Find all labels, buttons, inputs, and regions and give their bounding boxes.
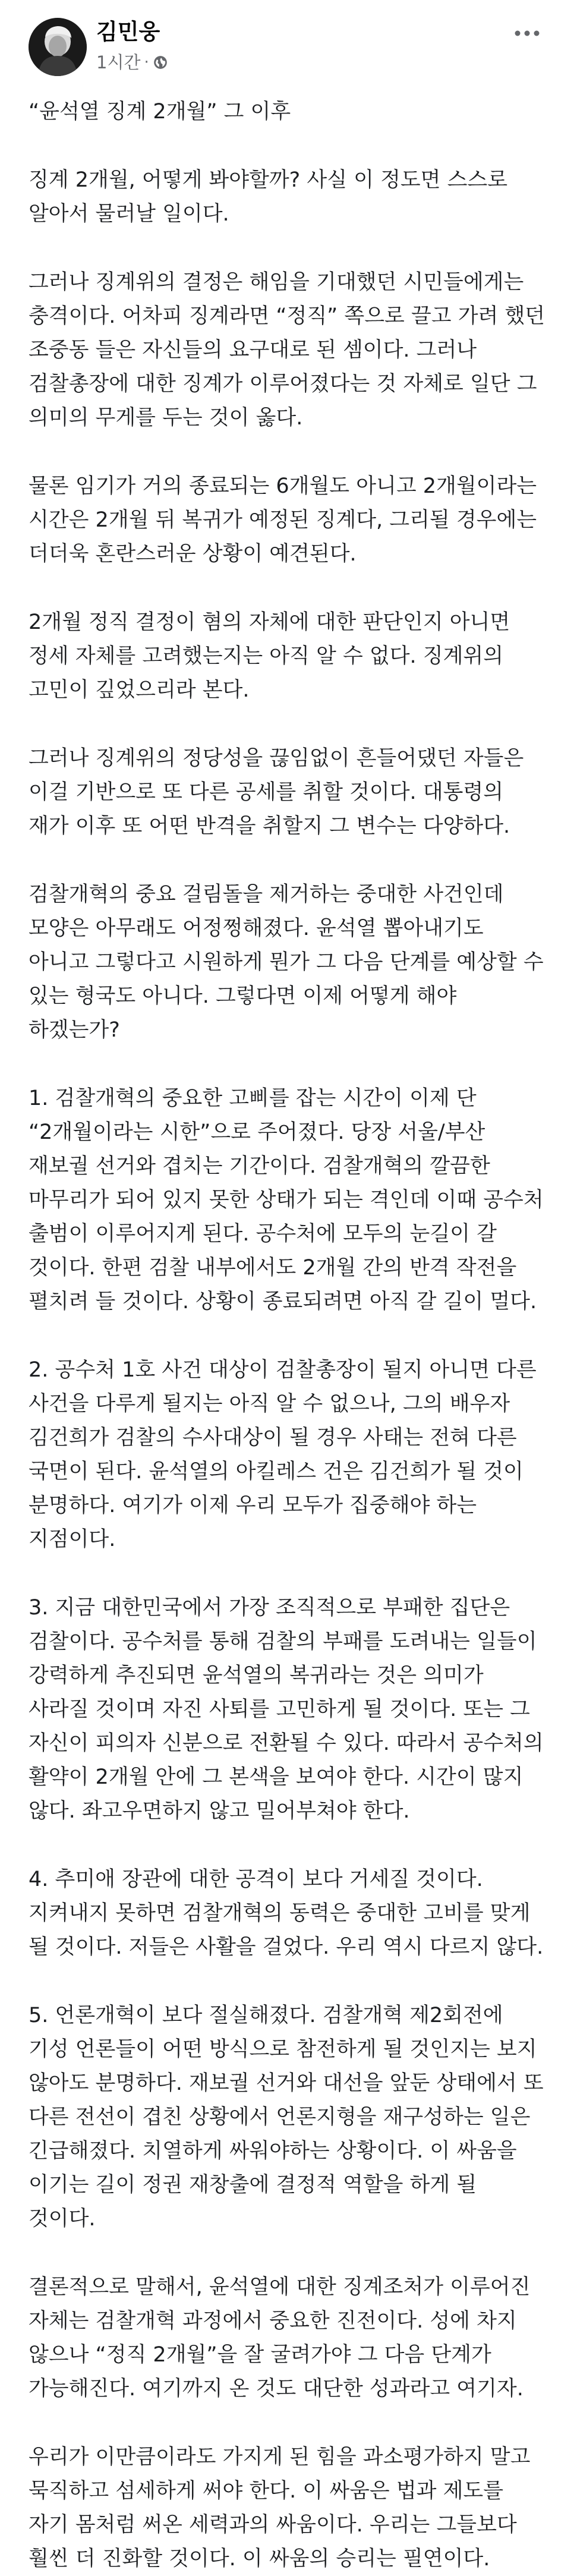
post-meta (96, 52, 168, 73)
post-paragraph: 그러나 징계위의 결정은 해임을 기대했던 시민들에게는 충격이다. 어차피 징계라면 “정직” 쪽으로 끌고 가려 했던 조중동 들은 자신들의 요구대로 된 셈이다. 그러나 검찰총장에 대한 징계가 이루어졌다는 것 자체로 일단 그 의미의 무게를 두는 것이 옳다. (29, 270, 546, 430)
post-body (12, 84, 565, 2576)
post-paragraph: 2. 공수처 1호 사건 대상이 검찰총장이 될지 아니면 다른 사건을 다루게 될지는 아직 알 수 없으나, 그의 배우자 김건희가 검찰의 수사대상이 될 경우 사태는 전혀 다른 국면이 된다. 윤석열의 아킬레스 건은 김건희가 될 것이 분명하다. 여기가 이제 우리 모두가 집중해야 하는 지점이다. (29, 1358, 537, 1551)
post-title: “윤석열 징계 2개월” 그 이후 (29, 100, 291, 124)
more-horizontal-icon (514, 30, 540, 37)
post-header (12, 0, 565, 84)
post-paragraph: 3. 지금 대한민국에서 가장 조직적으로 부패한 집단은 검찰이다. 공수처를 통해 검찰의 부패를 도려내는 일들이 강력하게 추진되면 윤석열의 복귀라는 것은 의미가 사라질 것이며 자진 사퇴를 고민하게 될 것이다. 또는 그 자신이 피의자 신분으로 전환될 수 있다. 따라서 공수처의 활약이 2개월 안에 그 본색을 보여야 한다. 시간이 많지 않다. 좌고우면하지 않고 밀어부쳐야 한다. (29, 1596, 544, 1823)
post-paragraph: 4. 추미애 장관에 대한 공격이 보다 거세질 것이다. 지켜내지 못하면 검찰개혁의 동력은 중대한 고비를 맞게 될 것이다. 저들은 사활을 걸었다. 우리 역시 다르지 않다. (29, 1868, 544, 1959)
profile-photo-icon (29, 18, 87, 76)
post-paragraph: 검찰개혁의 중요 걸림돌을 제거하는 중대한 사건인데 모양은 아무래도 어정쩡해졌다. 윤석열 뽑아내기도 아니고 그렇다고 시원하게 뭔가 그 다음 단계를 예상할 수 있는 형국도 아니다. 그렇다면 이제 어떻게 해야 하겠는가? (29, 883, 544, 1042)
post-paragraph: 우리가 이만큼이라도 가지게 된 힘을 과소평가하지 말고 묵직하고 섬세하게 써야 한다. 이 싸움은 법과 제도를 자기 몸처럼 써온 세력과의 싸움이다. 우리는 그들보다 훨씬 더 진화할 것이다. 이 싸움의 승리는 필연이다. (29, 2445, 531, 2571)
post-timestamp[interactable]: 1시간 (96, 52, 141, 73)
meta-separator: · (144, 53, 149, 71)
more-options-button[interactable] (509, 21, 545, 45)
post-paragraph: 물론 임기가 거의 종료되는 6개월도 아니고 2개월이라는 시간은 2개월 뒤 복귀가 예정된 징계다, 그리될 경우에는 더더욱 혼란스러운 상황이 예견된다. (29, 474, 537, 566)
avatar[interactable] (29, 18, 87, 76)
post-paragraph: 그러나 징계위의 정당성을 끊임없이 흔들어댔던 자들은 이걸 기반으로 또 다른 공세를 취할 것이다. 대통령의 재가 이후 또 어떤 반격을 취할지 그 변수는 다양하다. (29, 747, 524, 838)
author-name[interactable]: 김민웅 (96, 19, 160, 45)
post-paragraph: 5. 언론개혁이 보다 절실해졌다. 검찰개혁 제2회전에 기성 언론들이 어떤 방식으로 참전하게 될 것인지는 보지 않아도 분명하다. 재보궐 선거와 대선을 앞둔 상태에서 또 다른 전선이 겹친 상황에서 언론지형을 재구성하는 일은 긴급해졌다. 치열하게 싸워야하는 상황이다. 이 싸움을 이기는 길이 정권 재창출에 결정적 역할을 하게 될 것이다. (29, 2004, 544, 2231)
post-paragraph: 징계 2개월, 어떻게 봐야할까? 사실 이 정도면 스스로 알아서 물러날 일이다. (29, 168, 508, 226)
post-paragraph: 1. 검찰개혁의 중요한 고삐를 잡는 시간이 이제 단 “2개월이라는 시한”으로 주어졌다. 당장 서울/부산 재보궐 선거와 겹치는 기간이다. 검찰개혁의 깔끔한 마무리가 되어 있지 못한 상태가 되는 격인데 이때 공수처 출범이 이루어지게 된다. 공수처에 모두의 눈길이 갈 것이다. 한편 검찰 내부에서도 2개월 간의 반격 작전을 펼치려 들 것이다. 상황이 종료되려면 아직 갈 길이 멀다. (29, 1087, 544, 1314)
globe-icon[interactable] (153, 55, 168, 70)
post-paragraph: 2개월 정직 결정이 혐의 자체에 대한 판단인지 아니면 정세 자체를 고려했는지는 아직 알 수 없다. 징계위의 고민이 깊었으리라 본다. (29, 610, 510, 702)
post-paragraph: 결론적으로 말해서, 윤석열에 대한 징계조처가 이루어진 자체는 검찰개혁 과정에서 중요한 진전이다. 성에 차지 않으나 “정직 2개월”을 잘 굴려가야 그 다음 단계가 가능해진다. 여기까지 온 것도 대단한 성과라고 여기자. (29, 2275, 531, 2401)
